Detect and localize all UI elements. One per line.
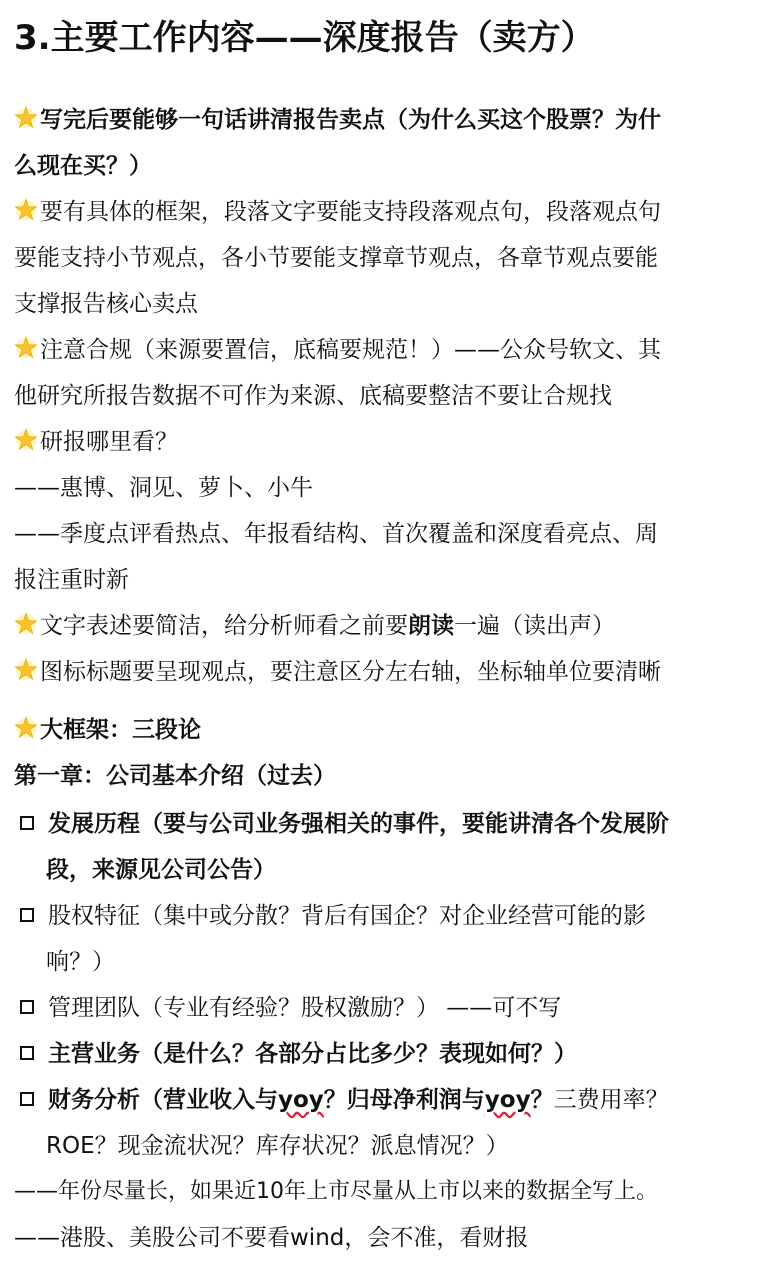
- checkbox-icon: [20, 816, 34, 830]
- tip-read-aloud: 文字表述要简洁，给分析师看之前要朗读一遍（读出声）: [14, 610, 615, 642]
- page-title: 3.主要工作内容——深度报告（卖方）: [14, 18, 595, 58]
- star-icon: [14, 336, 38, 360]
- tip-compliance-cont: 他研究所报告数据不可作为来源、底稿要整洁不要让合规找: [14, 383, 612, 409]
- checklist-item-team: 管理团队（专业有经验？股权激励？） ——可不写: [14, 992, 561, 1024]
- star-icon: [14, 428, 38, 452]
- checklist-item-equity: 股权特征（集中或分散？背后有国企？对企业经营可能的影: [14, 900, 646, 932]
- checklist-item-history-cont: 段，来源见公司公告）: [46, 857, 276, 883]
- tip-compliance: 注意合规（来源要置信，底稿要规范！）——公众号软文、其: [14, 334, 661, 366]
- tip-sell-point-cont: 么现在买？）: [14, 153, 152, 179]
- dash-line-cont: 报注重时新: [14, 567, 129, 593]
- star-icon: [14, 658, 38, 682]
- tip-framework: 要有具体的框架，段落文字要能支持段落观点句，段落观点句: [14, 196, 661, 228]
- checkbox-icon: [20, 1000, 34, 1014]
- star-icon: [14, 106, 38, 130]
- tip-where-to-read: 研报哪里看？: [14, 426, 178, 458]
- tip-framework-cont: 要能支持小节观点，各小节要能支撑章节观点，各章节观点要能: [14, 245, 658, 271]
- checklist-item-equity-cont: 响？）: [46, 949, 115, 975]
- note-line: ——港股、美股公司不要看wind，会不准，看财报: [14, 1225, 529, 1251]
- chapter-heading: 第一章：公司基本介绍（过去）: [14, 763, 336, 789]
- checklist-item-finance: 财务分析（营业收入与yoy？归母净利润与yoy？三费用率？: [14, 1084, 669, 1116]
- checkbox-icon: [20, 908, 34, 922]
- dash-line: ——惠博、洞见、萝卜、小牛: [14, 475, 313, 501]
- checklist-item-history: 发展历程（要与公司业务强相关的事件，要能讲清各个发展阶: [14, 808, 669, 840]
- checkbox-icon: [20, 1046, 34, 1060]
- star-icon: [14, 198, 38, 222]
- tip-chart-titles: 图标标题要呈现观点，要注意区分左右轴，坐标轴单位要清晰: [14, 656, 661, 688]
- checklist-item-finance-cont: ROE？现金流状况？库存状况？派息情况？）: [46, 1133, 509, 1159]
- checklist-item-business: 主营业务（是什么？各部分占比多少？表现如何？）: [14, 1038, 577, 1070]
- framework-heading: 大框架：三段论: [14, 714, 201, 746]
- star-icon: [14, 716, 38, 740]
- star-icon: [14, 612, 38, 636]
- note-line: ——年份尽量长，如果近10年上市尽量从上市以来的数据全写上。: [14, 1179, 658, 1204]
- tip-framework-cont: 支撑报告核心卖点: [14, 291, 198, 317]
- tip-sell-point: 写完后要能够一句话讲清报告卖点（为什么买这个股票？为什: [14, 104, 661, 136]
- checkbox-icon: [20, 1092, 34, 1106]
- dash-line: ——季度点评看热点、年报看结构、首次覆盖和深度看亮点、周: [14, 521, 658, 547]
